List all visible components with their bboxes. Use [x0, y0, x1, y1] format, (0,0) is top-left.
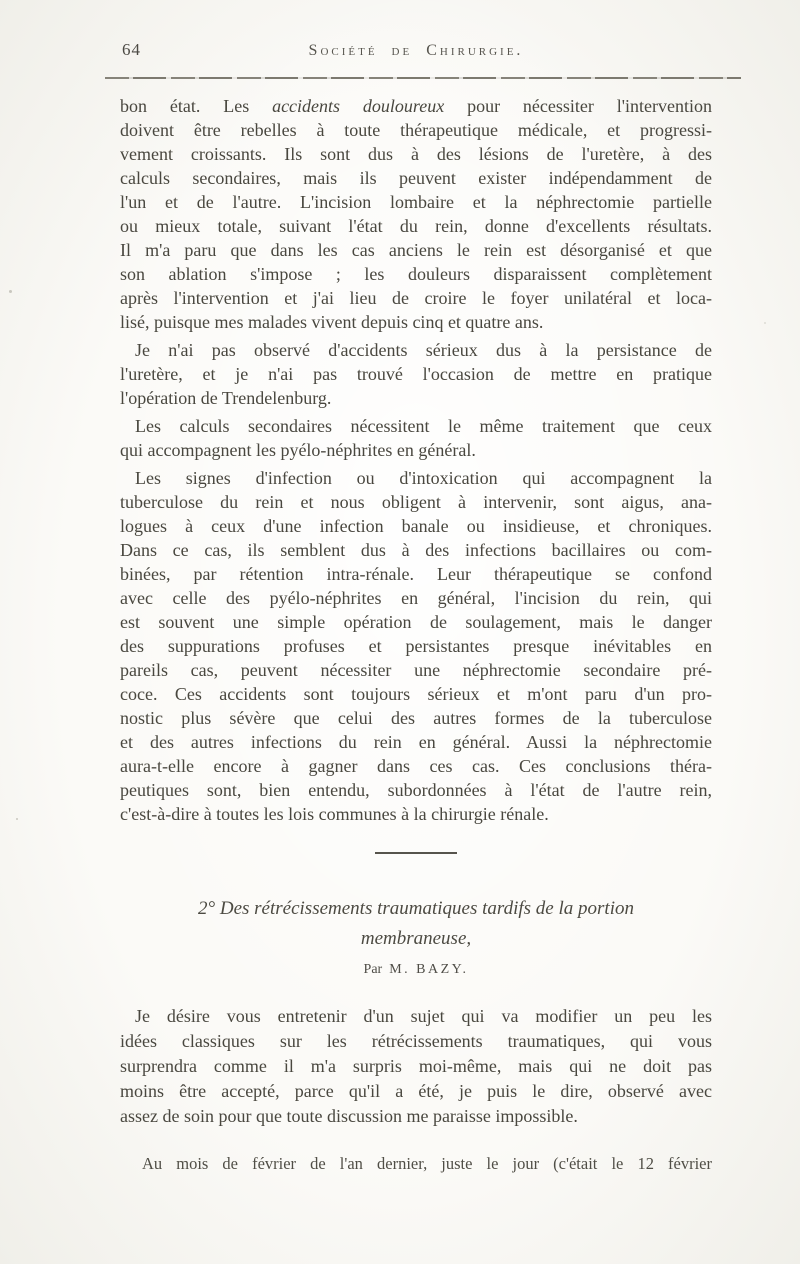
text-line: pareils cas, peuvent nécessiter une néphrectomie secondaire pré-	[120, 660, 712, 680]
body-text	[120, 94, 712, 1176]
text-line: Je n'ai pas observé d'accidents sérieux dus à la persistance de	[135, 340, 712, 360]
author-name: M. BAZY.	[389, 962, 469, 977]
continuation-paragraphs	[120, 94, 712, 826]
text-line: Il m'a paru que dans les cas anciens le rein est désorganisé et que	[120, 240, 712, 260]
header-rule	[105, 77, 741, 79]
text-line: surprendra comme il m'a surpris moi-même, mais qui ne doit pas	[120, 1056, 712, 1076]
text-line: coce. Ces accidents sont toujours sérieux et m'ont paru d'un pro-	[120, 684, 712, 704]
text-line: avec celle des pyélo-néphrites en général, l'incision du rein, qui	[120, 588, 712, 608]
text-line: Je désire vous entretenir d'un sujet qui va modifier un peu les	[135, 1006, 712, 1026]
paper-speck	[9, 290, 12, 293]
text-line: et des autres infections du rein en général. Aussi la néphrectomie	[120, 732, 712, 752]
text-line: doivent être rebelles à toute thérapeutique médicale, et progressi-	[120, 120, 712, 140]
text-line: est souvent une simple opération de soulagement, mais le danger	[120, 612, 712, 632]
small-print-paragraph	[120, 1151, 712, 1176]
text-line: tuberculose du rein et nous obligent à intervenir, sont aigus, ana-	[120, 492, 712, 512]
text-line: peutiques sont, bien entendu, subordonnées à l'état de l'autre rein,	[120, 780, 712, 800]
text-line: Au mois de février de l'an dernier, juste le jour (c'était le 12 février	[142, 1154, 712, 1173]
paragraph	[120, 1004, 712, 1129]
section-paragraphs	[120, 1004, 712, 1176]
paragraph	[120, 338, 712, 410]
section-heading-line-1: 2° Des rétrécissements traumatiques tardifs de la portion	[198, 898, 634, 919]
text-line: assez de soin pour que toute discussion me paraisse impossible.	[120, 1106, 578, 1126]
text-column	[120, 40, 712, 1173]
text-line: lisé, puisque mes malades vivent depuis cinq et quatre ans.	[120, 312, 544, 332]
section-heading-line-2: membraneuse,	[360, 928, 472, 949]
page-header	[120, 40, 712, 64]
byline-prefix: Par	[363, 962, 383, 977]
text-line: l'un et de l'autre. L'incision lombaire et la néphrectomie partielle	[120, 192, 712, 212]
text-line: logues à ceux d'une infection banale ou insidieuse, et chroniques.	[120, 516, 712, 536]
text-line: son ablation s'impose ; les douleurs disparaissent complètement	[120, 264, 712, 284]
text-line: aura-t-elle encore à gagner dans ces cas. Ces conclusions théra-	[120, 756, 712, 776]
paragraph	[120, 414, 712, 462]
section-divider	[375, 852, 457, 854]
page-number: 64	[122, 40, 141, 59]
text-line: Les signes d'infection ou d'intoxication qui accompagnent la	[135, 468, 712, 488]
text-line: idées classiques sur les rétrécissements traumatiques, qui vous	[120, 1031, 712, 1051]
text-line: moins être accepté, parce qu'il a été, je puis le dire, observé avec	[120, 1081, 712, 1101]
text-line: l'opération de Trendelenburg.	[120, 388, 332, 408]
text-line: calculs secondaires, mais ils peuvent exister indépendamment de	[120, 168, 712, 188]
text-line: ou mieux totale, suivant l'état du rein, donne d'excellents résultats.	[120, 216, 712, 236]
text-line: binées, par rétention intra-rénale. Leur thérapeutique se confond	[120, 564, 712, 584]
text-line: Dans ce cas, ils semblent dus à des infections bacillaires ou com-	[120, 540, 712, 560]
paragraph	[120, 466, 712, 826]
text-line: après l'intervention et j'ai lieu de croire le foyer unilatéral et loca-	[120, 288, 712, 308]
text-line: c'est-à-dire à toutes les lois communes à la chirurgie rénale.	[120, 804, 549, 824]
byline	[120, 962, 712, 978]
paper-speck	[764, 322, 766, 324]
text-line: Les calculs secondaires nécessitent le même traitement que ceux	[135, 416, 712, 436]
paragraph	[120, 94, 712, 334]
text-line: l'uretère, et je n'ai pas trouvé l'occasion de mettre en pratique	[120, 364, 712, 384]
running-title: Société de Chirurgie.	[308, 42, 524, 59]
text-line: qui accompagnent les pyélo-néphrites en général.	[120, 440, 476, 460]
text-line: des suppurations profuses et persistantes presque inévitables en	[120, 636, 712, 656]
paper-speck	[16, 818, 18, 820]
text-line: vement croissants. Ils sont dus à des lésions de l'uretère, à des	[120, 144, 712, 164]
text-line: bon état. Les accidents douloureux pour nécessiter l'intervention	[120, 96, 712, 116]
section-heading	[120, 894, 712, 954]
text-line: nostic plus sévère que celui des autres formes de la tuberculose	[120, 708, 712, 728]
